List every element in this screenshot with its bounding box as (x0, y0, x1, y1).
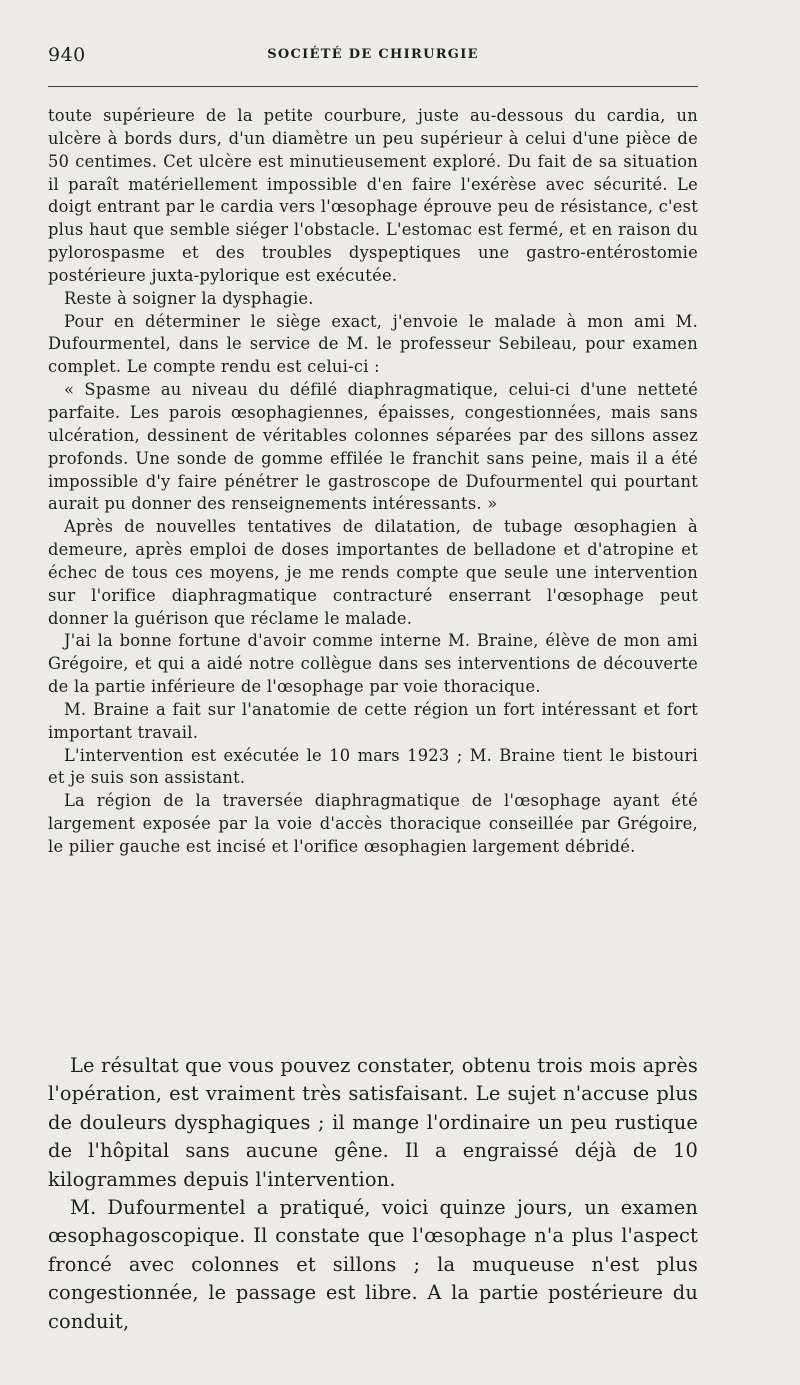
paragraph-esophagoscopy: M. Dufourmentel a pratiqué, voici quinze jours, un examen œsophagoscopique. Il constate que l'œsophage n'a plus l'aspect froncé avec colonnes et sillons ; la muqueuse n'est plus congestionnée, le passage est libre. A la partie postérieure du conduit, (48, 1196, 698, 1333)
running-title: SOCIÉTÉ DE CHIRURGIE (267, 47, 479, 62)
small-print-section (48, 105, 698, 859)
paragraph-failed-treatments: Après de nouvelles tentatives de dilatation, de tubage œsophagien à demeure, après emploi de doses importantes de belladone et d'atropine et échec de tous ces moyens, je me rends compte que seule une intervention sur l'orifice diaphragmatique contracturé enserrant l'œsophage peut donner la guérison que réclame le malade. (48, 517, 698, 628)
large-print-section (48, 1052, 698, 1336)
paragraph-intervention-date: L'intervention est exécutée le 10 mars 1923 ; M. Braine tient le bistouri et je suis son assistant. (48, 745, 698, 788)
paragraph-ulcer-exploration: toute supérieure de la petite courbure, juste au-dessous du cardia, un ulcère à bords durs, d'un diamètre un peu supérieur à celui d'une pièce de 50 centimes. Cet ulcère est minutieusement exploré. Du fait de sa situation il paraît matériellement impossible d'en faire l'exérèse avec sécurité. Le doigt entrant par le cardia vers l'œsophage éprouve peu de résistance, c'est plus haut que semble siéger l'obstacle. L'estomac est fermé, et en raison du pylorospasme et des troubles dyspeptiques une gastro-entérostomie postérieure juxta-pylorique est exécutée. (48, 106, 698, 285)
page-header (48, 44, 698, 72)
paragraph-surgical-procedure: La région de la traversée diaphragmatique de l'œsophage ayant été largement exposée par la voie d'accès thoracique conseillée par Grégoire, le pilier gauche est incisé et l'orifice œsophagien largement débridé. (48, 791, 698, 856)
paragraph-dysphagia: Reste à soigner la dysphagie. (64, 288, 314, 308)
paragraph-anatomy-work: M. Braine a fait sur l'anatomie de cette région un fort intéressant et fort important travail. (48, 699, 698, 742)
paragraph-intern: J'ai la bonne fortune d'avoir comme interne M. Braine, élève de mon ami Grégoire, et qui a aidé notre collègue dans ses interventions de découverte de la partie inférieure de l'œsophage par voie thoracique. (48, 631, 698, 697)
page-number: 940 (48, 44, 86, 66)
paragraph-result: Le résultat que vous pouvez constater, obtenu trois mois après l'opération, est vraiment très satisfaisant. Le sujet n'accuse plus de douleurs dysphagiques ; il mange l'ordinaire un peu rustique de l'hôpital sans aucune gêne. Il a engraissé déjà de 10 kilogrammes depuis l'intervention. (48, 1054, 698, 1191)
paragraph-report-quote: « Spasme au niveau du défilé diaphragmatique, celui-ci d'une netteté parfaite. Les parois œsophagiennes, épaisses, congestionnées, mais sans ulcération, dessinent de véritables colonnes séparées par des sillons assez profonds. Une sonde de gomme effilée le franchit sans peine, mais il a été impossible d'y faire pénétrer le gastroscope de Dufourmentel qui pourtant aurait pu donner des renseignements intéressants. » (48, 380, 698, 514)
header-rule (48, 86, 698, 87)
paragraph-referral: Pour en déterminer le siège exact, j'envoie le malade à mon ami M. Dufourmentel, dans le service de M. le professeur Sebileau, pour examen complet. Le compte rendu est celui-ci : (48, 311, 698, 377)
